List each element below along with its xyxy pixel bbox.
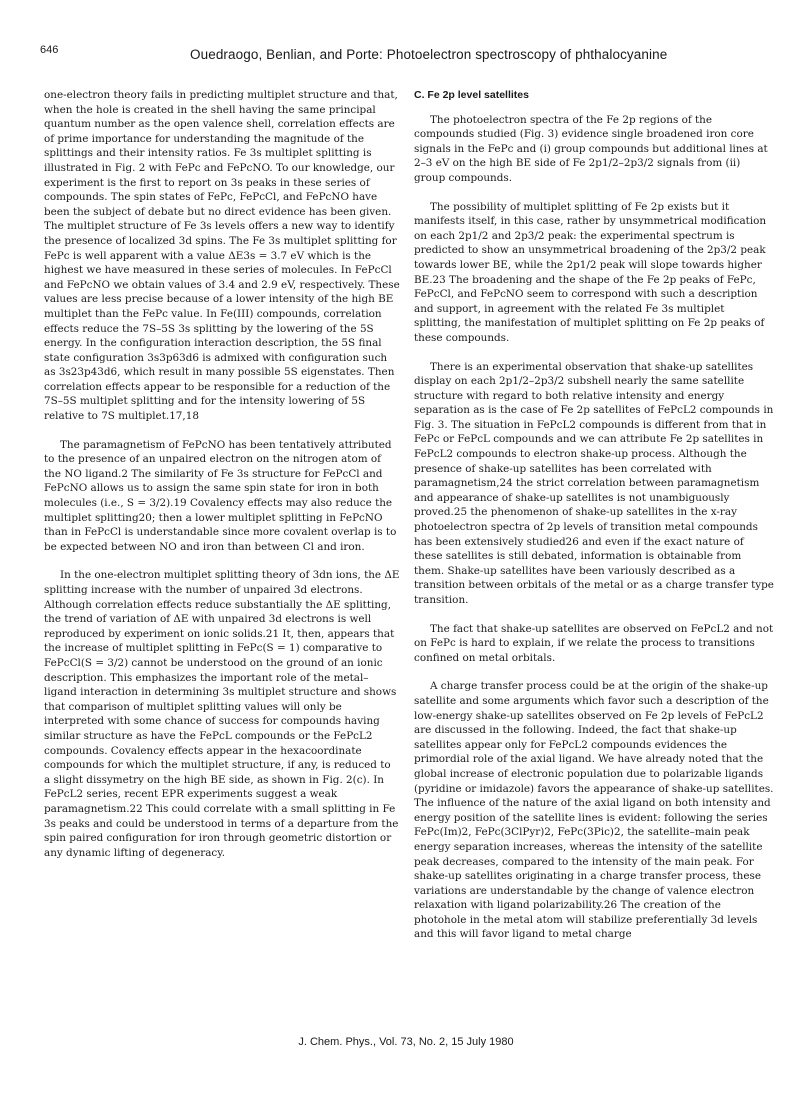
paragraph: The fact that shake-up satellites are observed on FePcL2 and not on FePc is hard to explain, if we relate the process to transitions confined on metal orbitals. (414, 622, 774, 664)
paragraph: A charge transfer process could be at the origin of the shake-up satellite and some arguments which favor such a description of the low-energy shake-up satellites observed on Fe 2p levels of FePcL2 are discussed in the following. Indeed, the fact that shake-up satellites appear only for FePcL2 compounds evidences the primordial role of the axial ligand. We have already noted that the global increase of electronic population due to polarizable ligands (pyridine or imidazole) favors the appearance of shake-up satellites. The influence of the nature of the axial ligand on both intensity and energy position of the satellite lines is evident: following the series FePc(Im)2, FePc(3ClPyr)2, FePc(3Pic)2, the satellite–main peak energy separation increases, whereas the intensity of the satellite peak decreases, compared to the intensity of the main peak. For shake-up satellites originating in a charge transfer process, these variations are understandable by the change of valence electron relaxation with ligand polarizability.26 The creation of the photohole in the metal atom will stabilize preferentially 3d levels and this will favor ligand to metal charge (414, 680, 774, 941)
paragraph: The paramagnetism of FePcNO has been tentatively attributed to the presence of an unpaired electron on the nitrogen atom of the NO ligand.2 The similarity of Fe 3s structure for FePcCl and FePcNO allows us to assign the same spin state for iron in both molecules (i.e., S = 3/2).19 Covalency effects may also reduce the multiplet splitting20; then a lower multiplet splitting in FePcNO than in FePcCl is understandable since more covalent overlap is to be expected between NO and iron than between Cl and iron. (44, 438, 397, 553)
journal-citation-footer: J. Chem. Phys., Vol. 73, No. 2, 15 July 1980 (298, 1036, 514, 1048)
right-column (414, 88, 774, 956)
page-number: 646 (40, 44, 59, 56)
left-column (44, 88, 400, 874)
paragraph: There is an experimental observation that shake-up satellites display on each 2p1/2–2p3/2 subshell nearly the same satellite structure with regard to both relative intensity and energy separation as is the case of Fe 2p satellites of FePcL2 compounds in Fig. 3. The situation in FePcL2 compounds is different from that in FePc or FePcL compounds and we can attribute Fe 2p satellites in FePcL2 compounds to electron shake-up process. Although the presence of shake-up satellites has been correlated with paramagnetism,24 the strict correlation between paramagnetism and appearance of shake-up satellites is not unambiguously proved.25 the phenomenon of shake-up satellites in the x-ray photoelectron spectra of 2p levels of transition metal compounds has been extensively studied26 and even if the exact nature of these satellites is still debated, information is obtainable from them. Shake-up satellites have been variously described as a transition between orbitals of the metal or as a charge transfer type transition. (414, 360, 774, 606)
paragraph: The photoelectron spectra of the Fe 2p regions of the compounds studied (Fig. 3) evidence single broadened iron core signals in the FePc and (i) group compounds but additional lines at 2–3 eV on the high BE side of Fe 2p1/2–2p3/2 signals from (ii) group compounds. (414, 113, 768, 184)
paragraph: In the one-electron multiplet splitting theory of 3dn ions, the ΔE splitting increase with the number of unpaired 3d electrons. Although correlation effects reduce substantially the ΔE splitting, the trend of variation of ΔE with unpaired 3d electrons is well reproduced by experiment on ionic solids.21 It, then, appears that the increase of multiplet splitting in FePc(S = 1) comparative to FePcCl(S = 3/2) cannot be understood on the ground of an ionic description. This emphasizes the important role of the metal–ligand interaction in determining 3s multiplet structure and shows that comparison of multiplet splitting values will only be interpreted with some chance of success for compounds having similar structure as have the FePcL compounds or the FePcL2 compounds. Covalency effects appear in the hexacoordinate compounds for which the multiplet structure, if any, is reduced to a slight dissymetry on the high BE side, as shown in Fig. 2(c). In FePcL2 series, recent EPR experiments suggest a weak paramagnetism.22 This could correlate with a small splitting in Fe 3s peaks and could be understood in terms of a departure from the spin paired configuration for iron through geometric distortion or any dynamic lifting of degeneracy. (44, 569, 400, 859)
running-head: Ouedraogo, Benlian, and Porte: Photoelectron spectroscopy of phthalocyanine (190, 47, 668, 62)
paragraph: The possibility of multiplet splitting of Fe 2p exists but it manifests itself, in this case, rather by unsymmetrical modification on each 2p1/2 and 2p3/2 peak: the experimental spectrum is predicted to show an unsymmetrical broadening of the 2p3/2 peak towards lower BE, while the 2p1/2 peak will slope towards higher BE.23 The broadening and the shape of the Fe 2p peaks of FePc, FePcCl, and FePcNO seem to correspond with such a description and support, in agreement with the related Fe 3s multiplet splitting, the manifestation of multiplet splitting on Fe 2p peaks of these compounds. (414, 200, 767, 344)
section-heading: C. Fe 2p level satellites (414, 89, 529, 101)
page-header (40, 44, 772, 66)
paragraph: one-electron theory fails in predicting multiplet structure and that, when the hole is created in the shell having the same principal quantum number as the open valence shell, correlation effects are of prime importance for understanding the magnitude of the splittings and their intensity ratios. Fe 3s multiplet splitting is illustrated in Fig. 2 with FePc and FePcNO. To our knowledge, our experiment is the first to report on 3s peaks in these series of compounds. The spin states of FePc, FePcCl, and FePcNO have been the subject of debate but no direct evidence has been given. The multiplet structure of Fe 3s levels offers a new way to identify the presence of localized 3d spins. The Fe 3s multiplet splitting for FePc is well apparent with a value ΔE3s = 3.7 eV which is the highest we have measured in these series of molecules. In FePcCl and FePcNO we obtain values of 3.4 and 2.9 eV, respectively. These values are less precise because of a lower intensity of the high BE multiplet than the FePc value. In Fe(III) compounds, correlation effects reduce the 7S–5S 3s splitting by the lowering of the 5S energy. In the configuration interaction description, the 5S final state configuration 3s3p63d6 is admixed with configuration such as 3s23p43d6, which result in many possible 5S eigenstates. Then correlation effects appear to be responsible for a reduction of the 7S–5S multiplet splitting and for the intensity lowering of 5S relative to 7S multiplet.17,18 (44, 89, 400, 423)
